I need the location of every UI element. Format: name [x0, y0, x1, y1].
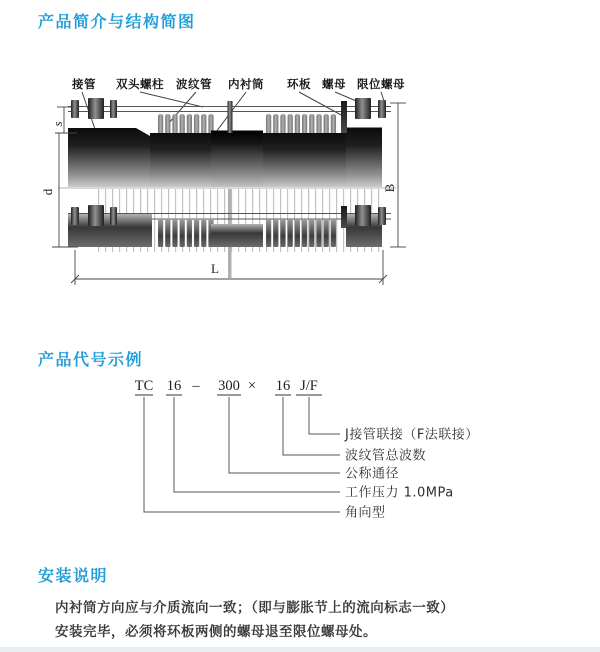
- code-seg-dash: –: [192, 378, 200, 394]
- callout-labels: [344, 427, 479, 521]
- code-seg-waves: 16: [275, 378, 291, 394]
- dim-d: d: [40, 188, 55, 196]
- callout-connection: J接管联接（F法联接）: [345, 427, 479, 443]
- dim-B: B: [382, 183, 397, 193]
- install-heading: 安装说明: [38, 566, 109, 585]
- code-seg-times: ×: [247, 378, 257, 394]
- page-bottom-strip: [0, 647, 600, 652]
- dim-s: s: [50, 121, 65, 127]
- label-jieguan: 接管: [72, 77, 96, 91]
- code-seg-type: TC: [134, 378, 154, 394]
- callout-type: 角向型: [345, 505, 386, 521]
- install-instructions: [55, 597, 555, 644]
- label-xianweiluomu: 限位螺母: [357, 77, 405, 91]
- code-seg-diameter: 300: [218, 378, 240, 394]
- code-seg-conn: J/F: [300, 378, 318, 394]
- intro-heading: 产品简介与结构简图: [38, 12, 196, 31]
- dim-L: L: [211, 261, 219, 276]
- code-segments: [135, 378, 318, 394]
- callout-pressure: 工作压力 1.0MPa: [345, 485, 454, 501]
- label-bowenguan: 波纹管: [176, 77, 212, 91]
- code-seg-pressure: 16: [166, 378, 182, 394]
- callout-waves: 波纹管总波数: [345, 448, 427, 464]
- install-line-2: 安装完毕，必须将环板两侧的螺母退至限位螺母处。: [55, 623, 377, 640]
- label-shuangtouluozhu: 双头螺柱: [116, 77, 164, 91]
- label-luomu: 螺母: [322, 77, 346, 91]
- callout-lines: [144, 397, 340, 512]
- label-huanban: 环板: [287, 77, 311, 91]
- callout-diameter: 公称通径: [345, 466, 400, 482]
- label-neichentong: 内衬筒: [228, 77, 264, 91]
- install-line-1: 内衬筒方向应与介质流向一致；（即与膨胀节上的流向标志一致）: [55, 600, 455, 616]
- code-heading: 产品代号示例: [38, 350, 144, 369]
